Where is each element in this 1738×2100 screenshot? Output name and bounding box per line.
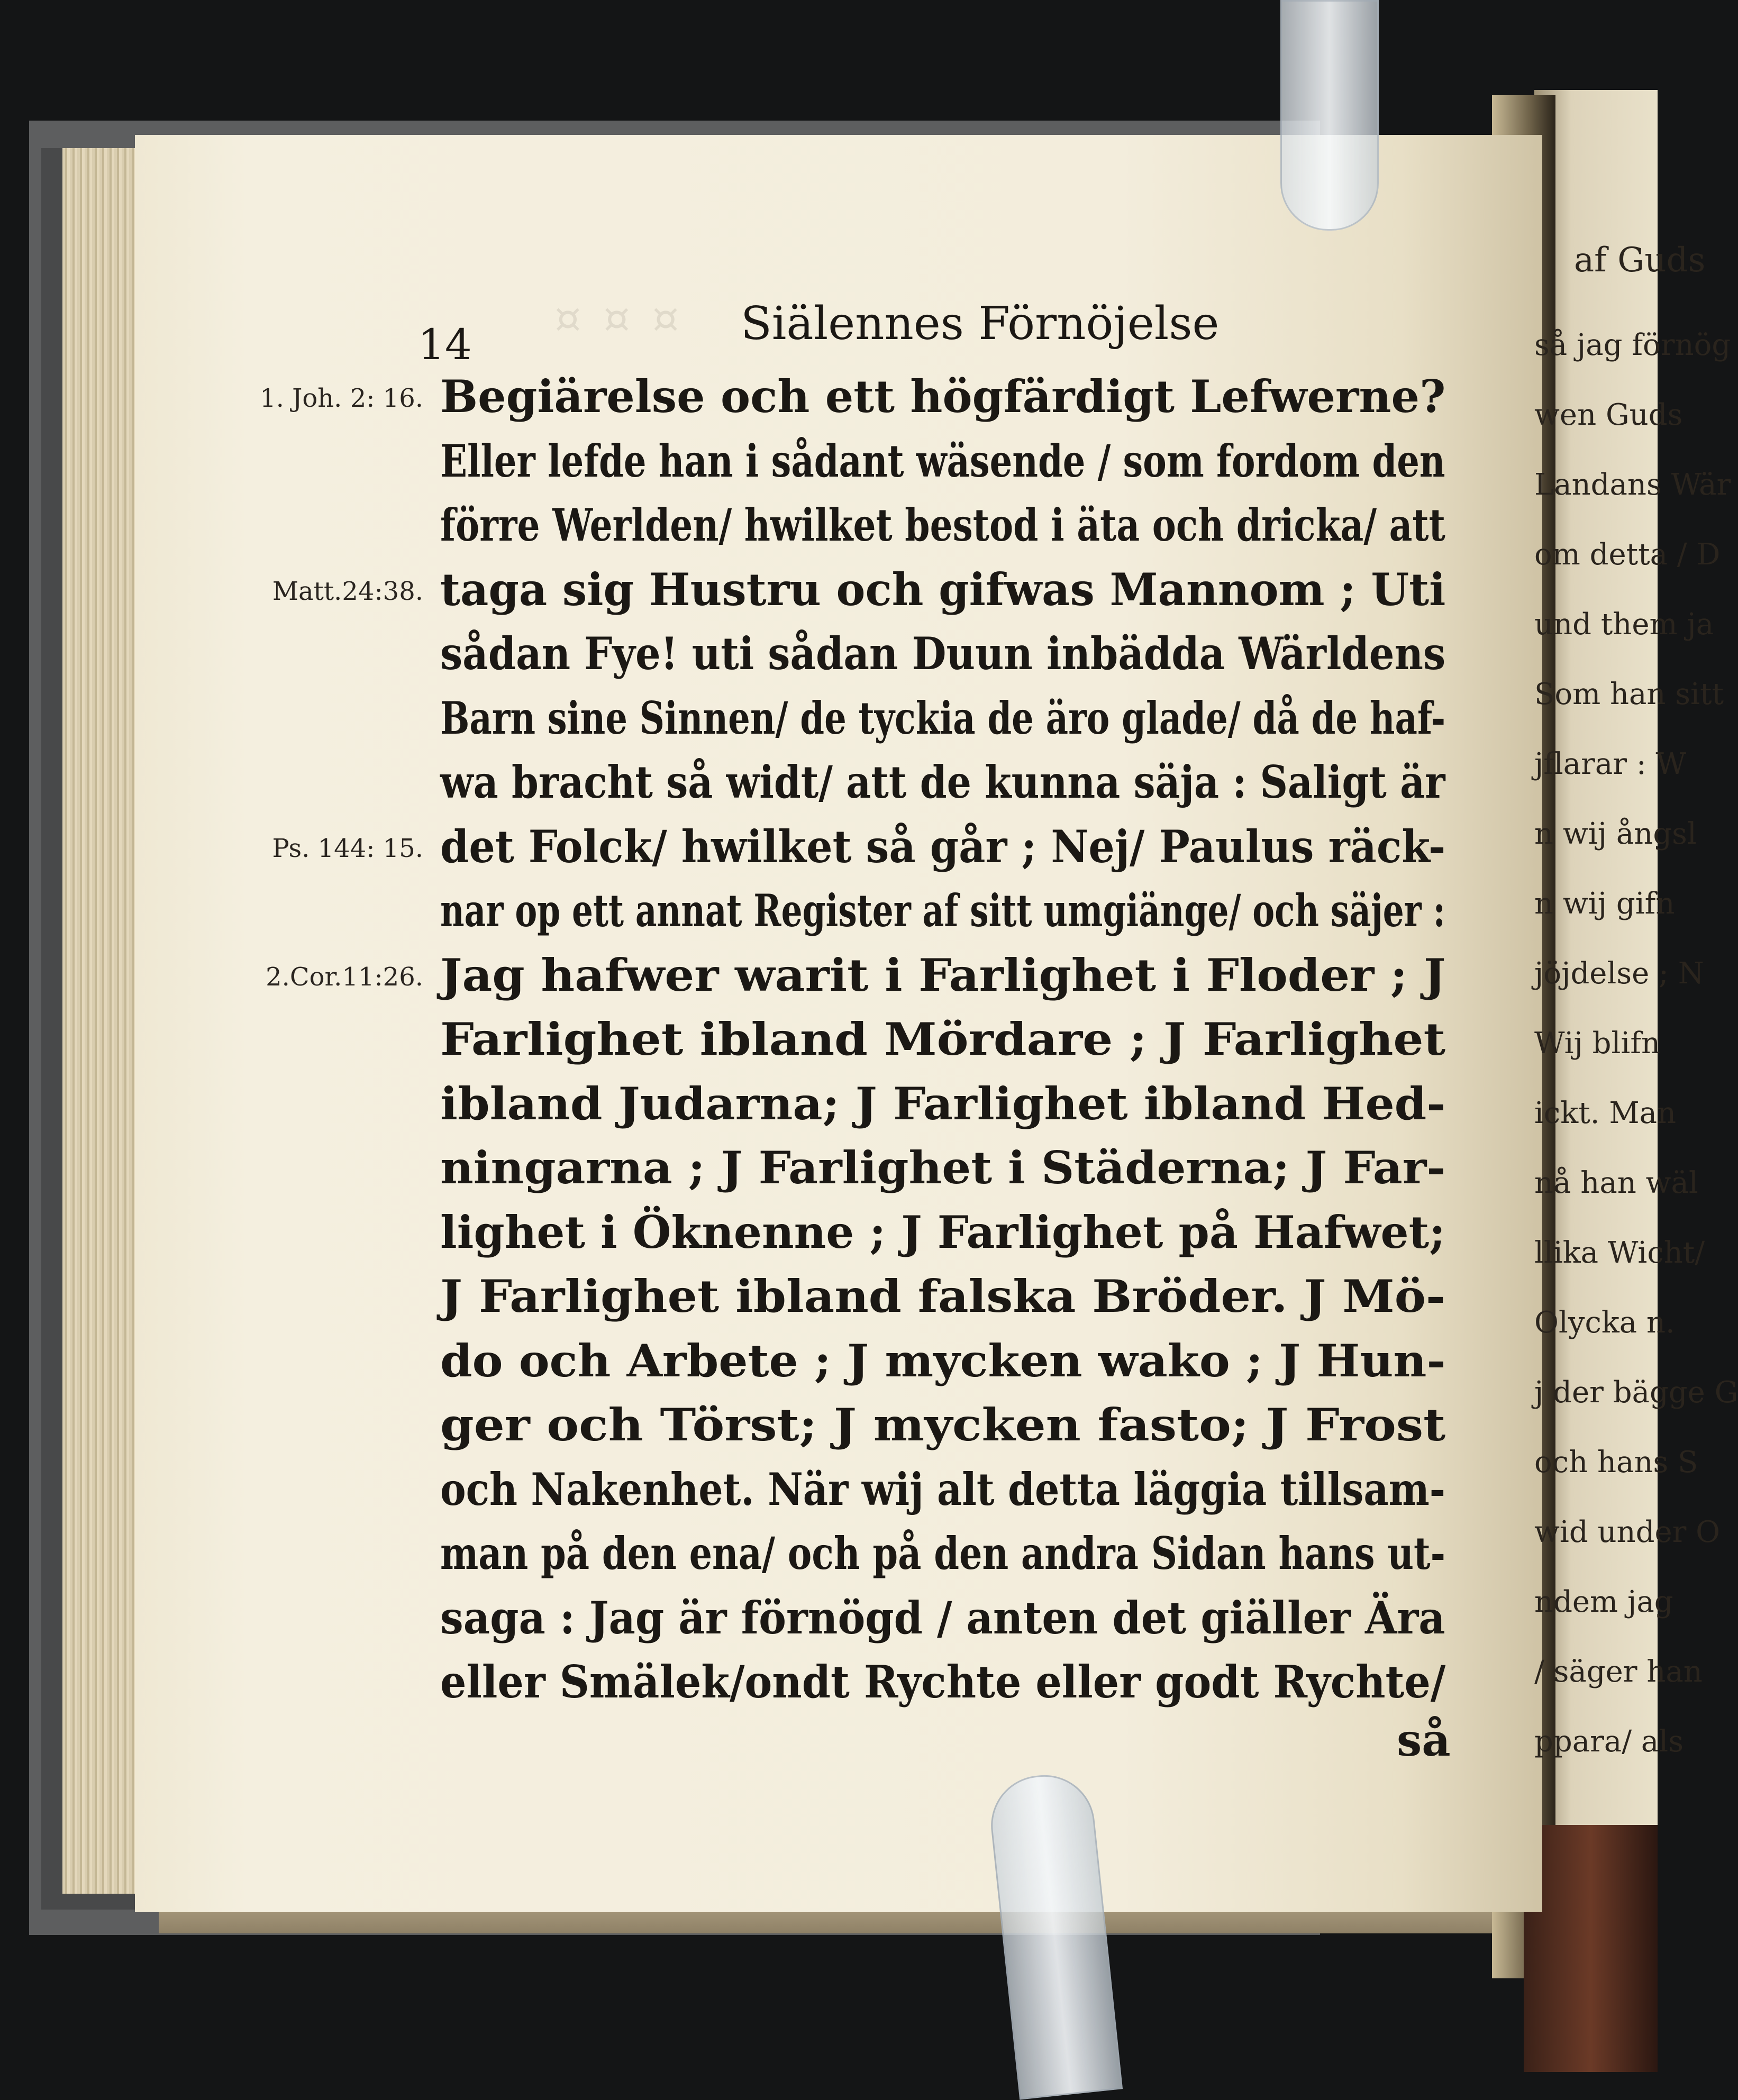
text-line: saga : Jag är förnögd / anten det giäller Ära: [440, 1591, 1445, 1644]
text-line: J Farlighet ibland falska Bröder. J Mö-: [440, 1270, 1445, 1322]
text-line: sådan Fye! uti sådan Duun inbädda Wärldens: [440, 627, 1446, 680]
facing-text-line: ickt. Man: [1534, 1096, 1677, 1130]
facing-text-line: jflarar : W: [1534, 747, 1687, 781]
text-line: man på den ena/ och på den andra Sidan hans ut-: [440, 1527, 1445, 1579]
page-clip-top: [1280, 0, 1379, 231]
facing-text-line: j der bägge G: [1534, 1375, 1738, 1410]
facing-text-line: Olycka n.: [1534, 1305, 1675, 1340]
text-line: nar op ett annat Register af sitt umgiänge/ och säjer :: [440, 884, 1445, 937]
text-line: det Folck/ hwilket så går ; Nej/ Paulus räck-: [440, 820, 1446, 873]
bleed-through-text: ¤ ¤ ¤: [550, 294, 679, 343]
facing-page-head: af Guds: [1574, 241, 1706, 280]
facing-text-line: wid under O: [1534, 1515, 1721, 1549]
text-line: ger och Törst; J mycken fasto; J Frost: [440, 1399, 1446, 1451]
text-line: ningarna ; J Farlighet i Städerna; J Far-: [440, 1142, 1446, 1194]
running-head: Siälennes Förnöjelse: [741, 297, 1220, 350]
facing-text-line: Som han sitt: [1534, 677, 1724, 711]
page-number: 14: [418, 320, 472, 369]
marginal-note: 1. Joh. 2: 16.: [260, 384, 423, 413]
facing-text-line: / säger han: [1534, 1655, 1703, 1689]
facing-text-line: om detta / D: [1534, 537, 1721, 572]
facing-text-line: n wij ångsl: [1534, 817, 1697, 851]
text-line: Eller lefde han i sådant wäsende / som fordom den: [440, 434, 1445, 487]
text-line: ibland Judarna; J Farlighet ibland Hed-: [440, 1077, 1446, 1130]
marginal-note: 2.Cor.11:26.: [266, 962, 423, 992]
facing-text-line: llika Wicht/: [1534, 1236, 1705, 1270]
text-line: förre Werlden/ hwilket bestod i äta och dricka/ att: [440, 499, 1445, 551]
facing-text-line: Landans Wär: [1534, 468, 1731, 502]
facing-text-line: ndem jag: [1534, 1585, 1673, 1619]
text-line: lighet i Öknenne ; J Farlighet på Hafwet;: [440, 1206, 1445, 1258]
leather-binding: [1524, 1825, 1658, 2072]
marginal-note: Matt.24:38.: [272, 576, 423, 606]
facing-text-line: och hans S: [1534, 1445, 1698, 1480]
facing-text-line: jöjdelse ; N: [1534, 956, 1704, 991]
marginal-note: Ps. 144: 15.: [272, 833, 423, 863]
text-line: do och Arbete ; J mycken wako ; J Hun-: [440, 1334, 1446, 1387]
catchword: så: [1397, 1714, 1451, 1766]
facing-text-line: så jag förnög: [1534, 328, 1731, 362]
facing-text-line: nå han wäl: [1534, 1166, 1698, 1200]
facing-text-line: Wij blifn: [1534, 1026, 1661, 1061]
facing-text-line: n wij gifn: [1534, 887, 1675, 921]
text-line: Begiärelse och ett högfärdigt Lefwerne?: [440, 370, 1446, 423]
text-line: wa bracht så widt/ att de kunna säja : Saligt är: [440, 756, 1445, 808]
text-line: Barn sine Sinnen/ de tyckia de äro glade/ då de haf-: [440, 691, 1446, 744]
text-line: taga sig Hustru och gifwas Mannom ; Uti: [440, 563, 1446, 616]
facing-text-line: ppara/ als: [1534, 1724, 1684, 1759]
text-line: och Nakenhet. När wij alt detta läggia tillsam-: [440, 1463, 1446, 1515]
facing-text-line: und them ja: [1534, 607, 1714, 642]
text-line: Jag hafwer warit i Farlighet i Floder ; J: [440, 948, 1446, 1001]
page-block-edge: [62, 148, 147, 1894]
text-line: eller Smälek/ondt Rychte eller godt Rychte/: [440, 1656, 1446, 1708]
text-line: Farlighet ibland Mördare ; J Farlighet: [440, 1013, 1446, 1065]
facing-text-line: wen Guds: [1534, 398, 1683, 432]
